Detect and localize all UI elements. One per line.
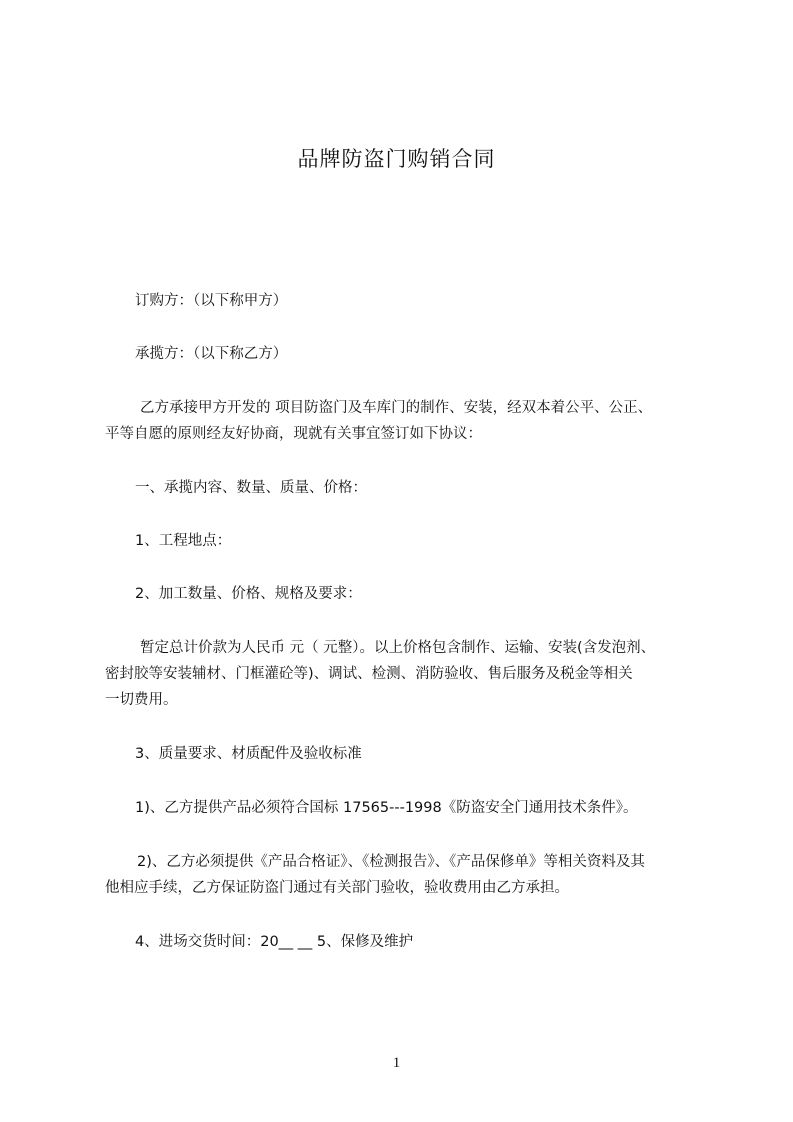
contractor-line: 承揽方：（以下称乙方）: [135, 346, 288, 362]
quality-clause-2-line-2: 他相应手续，乙方保证防盗门通过有关部门验收，验收费用由乙方承担。: [105, 880, 569, 896]
document-title: 品牌防盗门购销合同: [297, 147, 496, 171]
item-2-requirements: 2、加工数量、价格、规格及要求：: [135, 586, 362, 602]
item-3-quality: 3、质量要求、材质配件及验收标准: [135, 746, 362, 762]
section-1-heading: 一、承揽内容、数量、质量、价格：: [135, 480, 367, 496]
price-line-1: 暂定总计价款为人民币 元（ 元整）。以上价格包含制作、运输、安装(含发泡剂、: [140, 640, 656, 656]
quality-clause-2-line-1: 2)、乙方必须提供《产品合格证》、《检测报告》、《产品保修单》等相关资料及其: [137, 854, 645, 870]
quality-clause-1: 1)、乙方提供产品必须符合国标 17565---1998《防盗安全门通用技术条件》。: [135, 800, 638, 816]
orderer-line: 订购方：（以下称甲方）: [135, 293, 288, 309]
price-line-2: 密封胶等安装辅材、门框灌砼等)、调试、检测、消防验收、售后服务及税金等相关: [105, 666, 633, 682]
item-4-delivery: 4、进场交货时间：20__ __ 5、保修及维护: [135, 934, 414, 950]
page-number: 1: [392, 1055, 401, 1071]
price-line-3: 一切费用。: [105, 692, 178, 708]
item-1-location: 1、工程地点：: [135, 533, 232, 549]
intro-line-1: 乙方承接甲方开发的 项目防盗门及车库门的制作、安装，经双本着公平、公正、: [140, 400, 653, 416]
intro-line-2: 平等自愿的原则经友好协商，现就有关事宜签订如下协议：: [105, 426, 482, 442]
